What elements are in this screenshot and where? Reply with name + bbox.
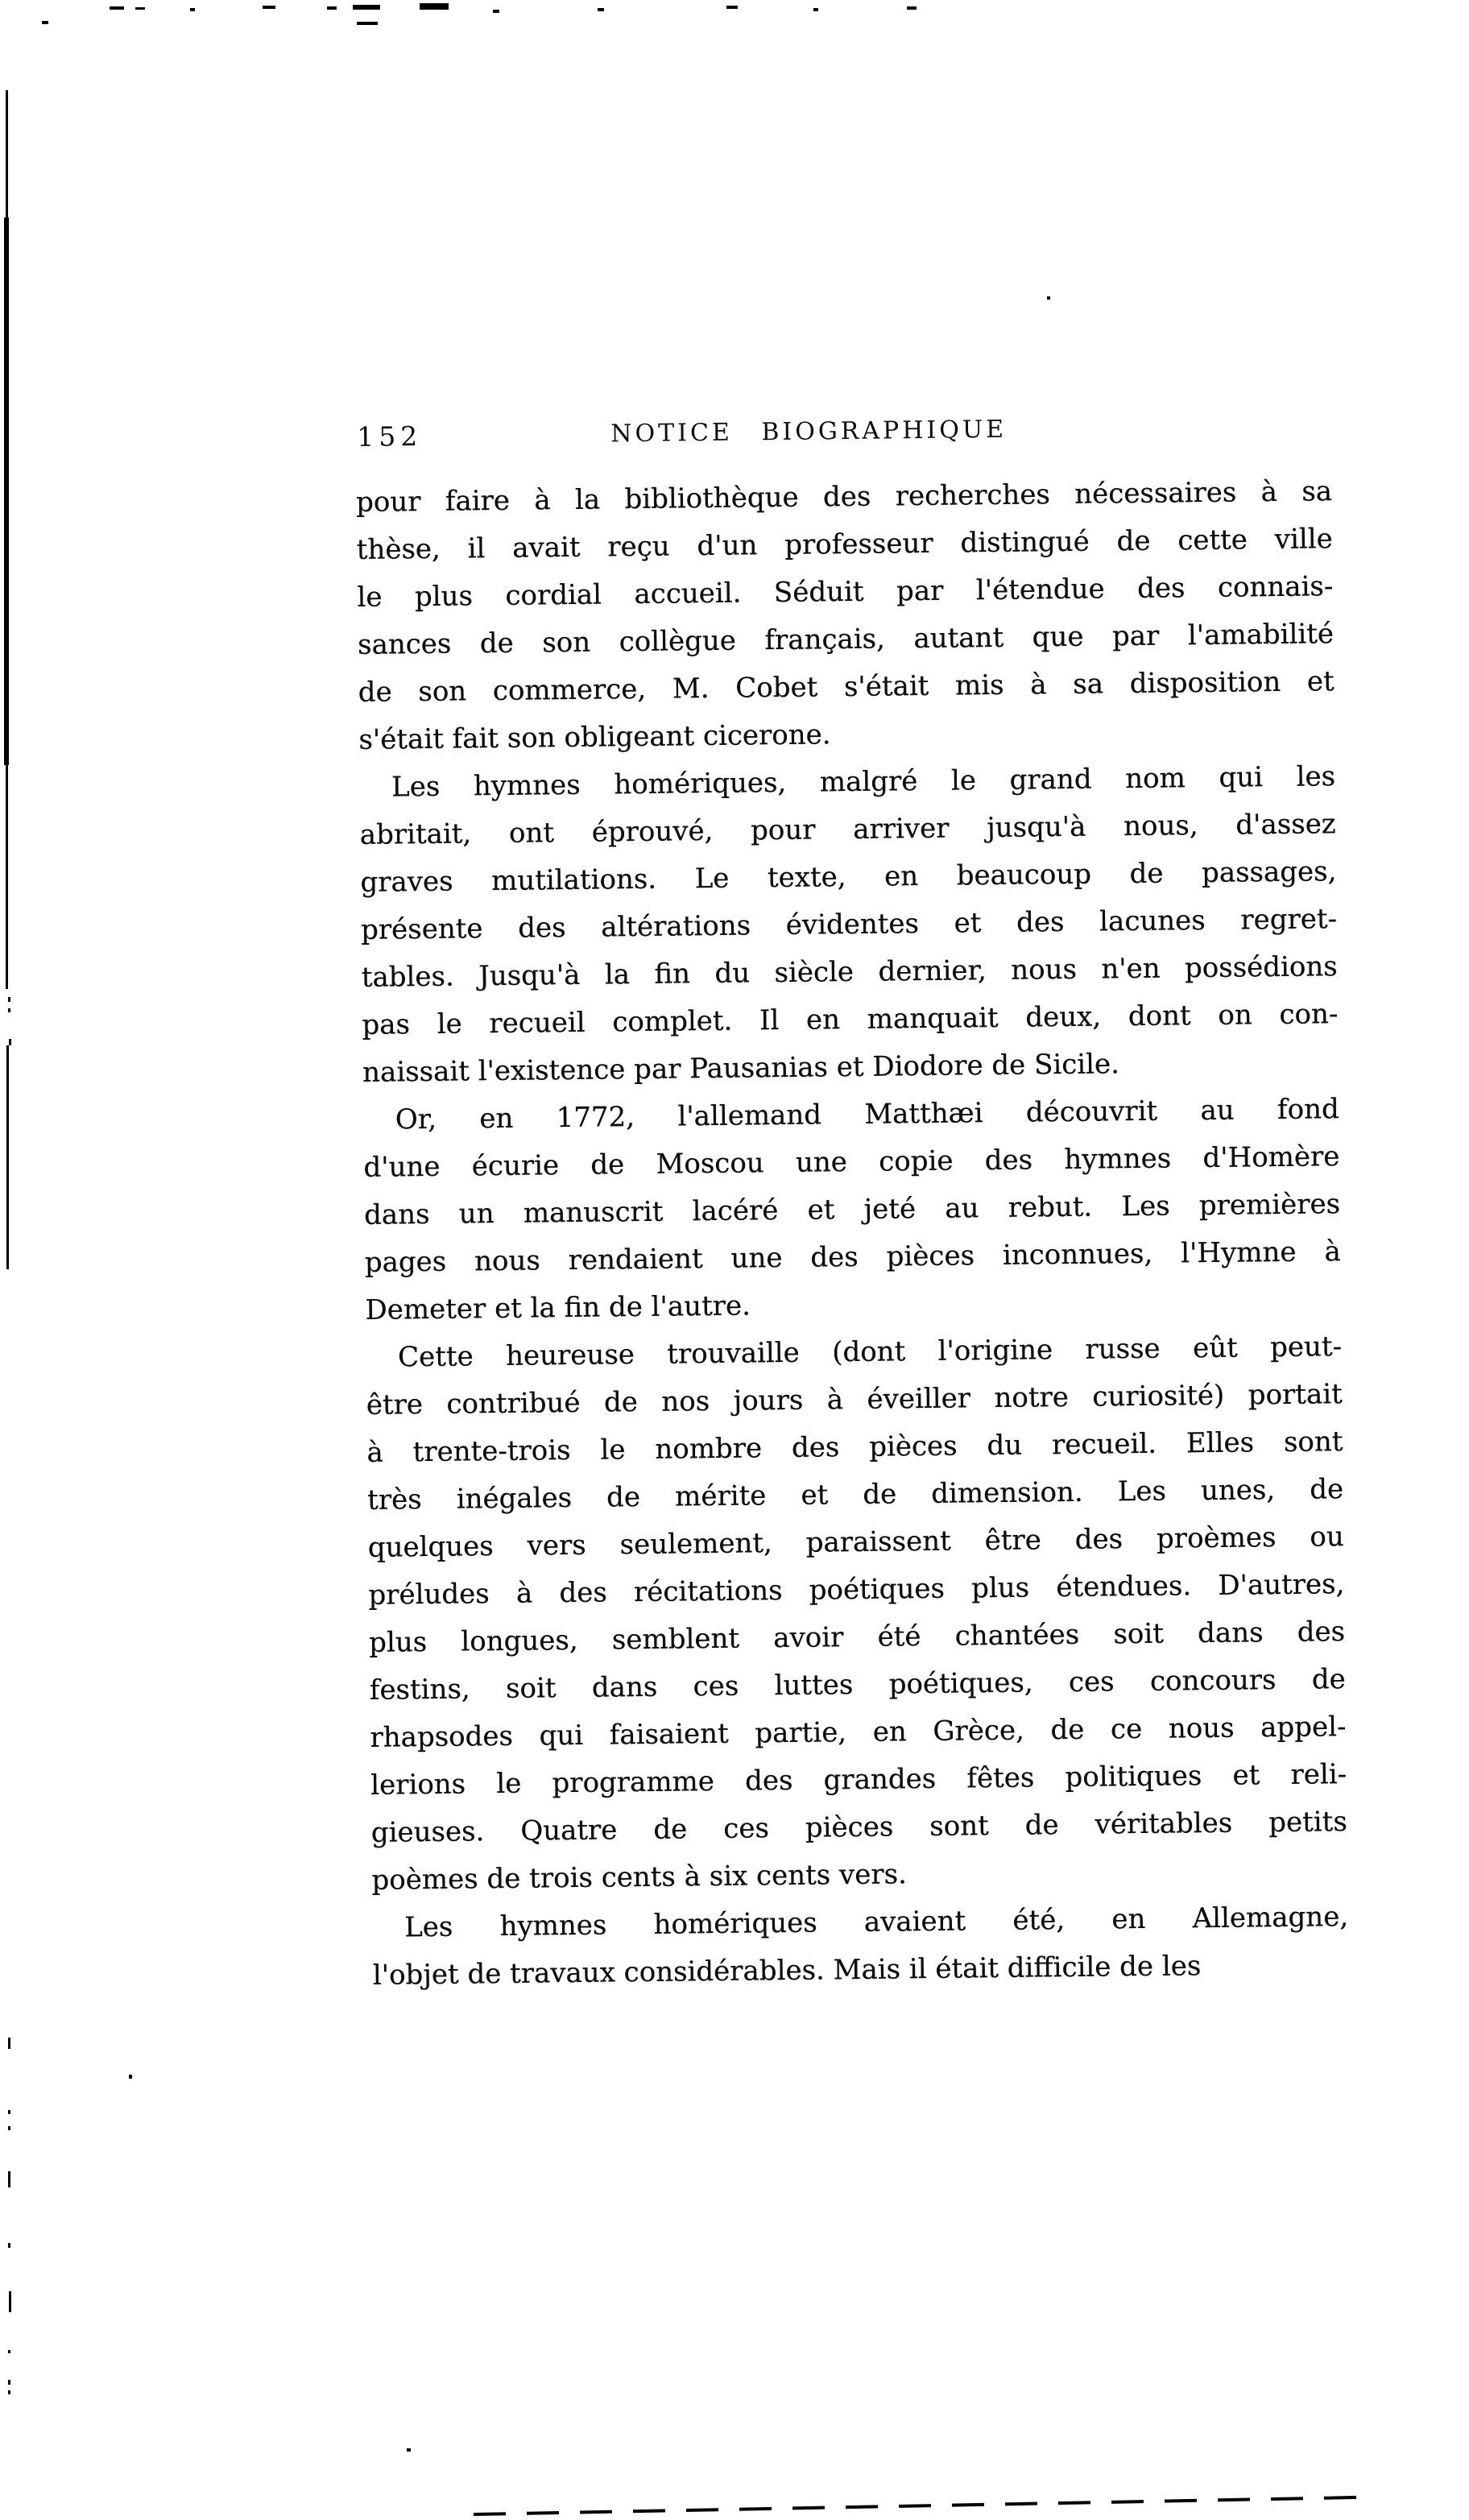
page-header bbox=[355, 402, 1331, 453]
body-text bbox=[356, 468, 1349, 2000]
text-line: pas le recueil complet. Il en manquait deux, dont on con- bbox=[362, 998, 1339, 1041]
scan-artifact-dash bbox=[907, 6, 917, 10]
text-line: sances de son collègue français, autant que par l'amabilité bbox=[357, 618, 1335, 661]
text-line: plus longues, semblent avoir été chantées soit dans des bbox=[368, 1616, 1346, 1659]
text-line: Or, en 1772, l'allemand Matthæi découvrit au fond bbox=[395, 1093, 1339, 1136]
text-line: festins, soit dans ces luttes poétiques, ces concours de bbox=[369, 1663, 1347, 1707]
scan-speck bbox=[8, 2243, 10, 2248]
scan-speck bbox=[8, 1008, 10, 1012]
scan-speck bbox=[8, 2038, 10, 2049]
text-line: préludes à des récitations poétiques plus étendues. D'autres, bbox=[368, 1568, 1345, 1612]
scan-artifact-dash bbox=[110, 6, 124, 10]
scan-speck bbox=[1047, 296, 1050, 300]
text-line: dans un manuscrit lacéré et jeté au rebut. Les premières bbox=[363, 1188, 1341, 1231]
scan-speck bbox=[129, 2075, 132, 2079]
scan-speck bbox=[9, 1039, 11, 1045]
scan-speck bbox=[8, 2171, 10, 2187]
paragraph bbox=[366, 1323, 1348, 1905]
text-line: pages nous rendaient une des pièces inconnues, l'Hymne à bbox=[364, 1235, 1341, 1279]
text-line: le plus cordial accueil. Séduit par l'étendue des connais- bbox=[357, 570, 1334, 614]
text-line: quelques vers seulement, paraissent être des proèmes ou bbox=[367, 1521, 1344, 1564]
text-line: tables. Jusqu'à la fin du siècle dernier, nous n'en possédions bbox=[361, 950, 1338, 994]
text-line: s'était fait son obligeant cicerone. bbox=[358, 718, 831, 756]
text-line: Les hymnes homériques, malgré le grand nom qui les bbox=[391, 760, 1336, 804]
scan-artifact-dash bbox=[327, 6, 337, 10]
text-line: Demeter et la fin de l'autre. bbox=[365, 1289, 751, 1326]
text-line: naissait l'existence par Pausanias et Diodore de Sicile. bbox=[362, 1048, 1120, 1089]
scan-artifact-dash bbox=[726, 6, 738, 9]
scan-artifact-dash bbox=[598, 8, 604, 11]
scan-artifact-dash bbox=[420, 3, 449, 10]
page-content bbox=[355, 402, 1349, 2000]
text-line: de son commerce, M. Cobet s'était mis à sa disposition et bbox=[358, 665, 1335, 709]
paragraph bbox=[362, 1086, 1341, 1334]
text-line: l'objet de travaux considérables. Mais il était difficile de les bbox=[372, 1950, 1202, 1992]
text-line: lerions le programme des grandes fêtes politiques et reli- bbox=[370, 1758, 1347, 1802]
text-line: d'une écurie de Moscou une copie des hymnes d'Homère bbox=[363, 1140, 1340, 1184]
page-number: 152 bbox=[356, 420, 423, 453]
text-line: très inégales de mérite et de dimension. Les unes, de bbox=[366, 1473, 1344, 1517]
scan-speck bbox=[8, 2110, 10, 2114]
running-title: NOTICE BIOGRAPHIQUE bbox=[610, 415, 1008, 449]
scan-artifact-dash bbox=[357, 22, 378, 25]
scan-artifact-dash bbox=[190, 8, 195, 11]
scan-speck bbox=[407, 2448, 411, 2452]
scan-speck bbox=[9, 2291, 11, 2312]
scan-speck bbox=[8, 997, 10, 1002]
scan-artifact-dash bbox=[42, 21, 48, 24]
paragraph bbox=[359, 753, 1339, 1097]
scan-artifact-dash bbox=[353, 5, 380, 10]
scan-edge-line bbox=[6, 1045, 9, 1269]
text-line: graves mutilations. Le texte, en beaucoup de passages, bbox=[360, 855, 1337, 899]
text-line: Cette heureuse trouvaille (dont l'origine russe eût peut- bbox=[397, 1330, 1343, 1374]
paragraph bbox=[372, 1893, 1349, 2000]
scan-speck bbox=[8, 2126, 10, 2130]
text-line: présente des altérations évidentes et des lacunes regret- bbox=[360, 903, 1338, 946]
text-line: poèmes de trois cents à six cents vers. bbox=[371, 1858, 908, 1897]
text-line: rhapsodes qui faisaient partie, en Grèce, de ce nous appel- bbox=[370, 1711, 1347, 1754]
scan-speck bbox=[8, 2350, 10, 2353]
text-line: abritait, ont éprouvé, pour arriver jusqu'à nous, d'assez bbox=[359, 808, 1336, 851]
page-bottom-edge-dashes bbox=[474, 2496, 1358, 2516]
scan-artifact-dash bbox=[263, 6, 275, 9]
scan-artifact-dash bbox=[493, 10, 499, 13]
text-line: pour faire à la bibliothèque des recherches nécessaires à sa bbox=[355, 475, 1333, 519]
scan-edge-line bbox=[4, 217, 9, 765]
scan-artifact-dash bbox=[813, 8, 818, 11]
text-line: gieuses. Quatre de ces pièces sont de véritables petits bbox=[370, 1806, 1348, 1849]
text-line: être contribué de nos jours à éveiller notre curiosité) portait bbox=[366, 1378, 1343, 1421]
paragraph bbox=[356, 468, 1335, 764]
text-line: à trente-trois le nombre des pièces du recueil. Elles sont bbox=[366, 1426, 1343, 1469]
text-line: Les hymnes homériques avaient été, en Allemagne, bbox=[403, 1901, 1349, 1944]
text-line: thèse, il avait reçu d'un professeur distingué de cette ville bbox=[356, 523, 1333, 566]
scan-speck bbox=[8, 2380, 10, 2385]
scan-speck bbox=[8, 2390, 10, 2394]
scan-artifact-dash bbox=[135, 7, 145, 10]
